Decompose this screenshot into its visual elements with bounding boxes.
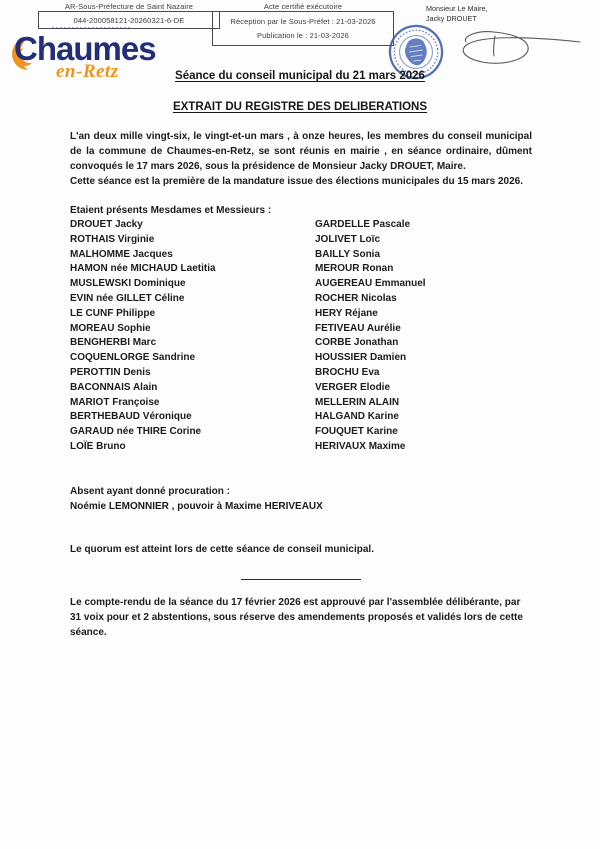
attendees-column-left [70,218,315,455]
maire-name-line: Jacky DROUET [426,13,477,23]
reception-line: Réception par le Sous-Préfet : 21-03-2026 [230,17,376,26]
opening-paragraph: L'an deux mille vingt-six, le vingt-et-un mars , à onze heures, les membres du conseil municipal de la commune de Chaumes-en-Retz, se sont réunis en mairie , en séance ordinaire, dûment convoqués le 17 mars 2026, sous la présidence de Monsieur Jacky DROUET, Maire. [70,131,532,172]
attendee-name: LOÏE Bruno [70,440,126,452]
attendees-list [70,218,532,455]
attendee-name: JOLIVET Loïc [315,233,381,245]
ar-prefecture-line: AR-Sous-Préfecture de Saint Nazaire [64,2,194,11]
attendee-name: FETIVEAU Aurélie [315,322,401,334]
attendee-name: HERIVAUX Maxime [315,440,406,452]
procuration-line: Noémie LEMONNIER , pouvoir à Maxime HERIVEAUX [70,500,323,512]
ar-number: 044-200058121-20260321-6-DE [73,15,185,25]
attendee-name: ROCHER Nicolas [315,292,397,304]
attendee-name: MELLERIN ALAIN [315,396,400,408]
attendee-name: MUSLEWSKI Dominique [70,278,186,290]
attendee-name: BROCHU Eva [315,366,380,378]
attendee-name: EVIN née GILLET Céline [70,292,185,304]
session-title: Séance du conseil municipal du 21 mars 2026 [175,70,425,82]
section-divider [241,579,361,580]
attendees-column-right [315,218,532,455]
approval-paragraph: Le compte-rendu de la séance du 17 février 2026 est approuvé par l'assemblée délibérante, par 31 voix pour et 2 abstentions, sous réserve des amendements proposés et validés lors de cette séance. [70,596,523,638]
svg-text:Chaumes: Chaumes [14,30,156,67]
extract-title: EXTRAIT DU REGISTRE DES DELIBERATIONS [172,101,428,113]
attendee-name: AUGEREAU Emmanuel [315,278,426,290]
present-heading: Etaient présents Mesdames et Messieurs : [70,205,272,216]
acte-certifie-line: Acte certifié exécutoire [263,2,343,11]
attendee-name: VERGER Elodie [315,381,391,393]
attendee-name: BAILLY Sonia [315,248,381,260]
attendee-name: FOUQUET Karine [315,426,398,438]
attendee-name: HERY Réjane [315,307,378,319]
maire-name-block [426,4,536,23]
attendee-name: BACONNAIS Alain [70,381,158,393]
attendee-name: HALGAND Karine [315,411,399,423]
attendee-name: BENGHERBI Marc [70,337,157,349]
attendee-name: PEROTTIN Denis [70,366,151,378]
attendee-name: HOUSSIER Damien [315,352,407,364]
attendee-name: GARDELLE Pascale [315,219,411,230]
attendee-name: ROTHAIS Virginie [70,233,155,245]
quorum-line: Le quorum est atteint lors de cette séance de conseil municipal. [70,543,374,555]
absent-heading: Absent ayant donné procuration : [70,485,231,497]
attendee-name: COQUENLORGE Sandrine [70,352,196,364]
publication-line: Publication le : 21-03-2026 [257,31,349,40]
attendee-name: BERTHEBAUD Véronique [70,411,192,423]
attendee-name: MALHOMME Jacques [70,248,173,260]
attendee-name: CORBE Jonathan [315,337,399,349]
attendee-name: DROUET Jacky [70,219,143,230]
signature-icon [438,26,583,74]
document-body [70,129,532,650]
attendee-name: MARIOT Françoise [70,396,160,408]
attendee-name: GARAUD née THIRE Corine [70,426,202,438]
attendee-name: HAMON née MICHAUD Laetitia [70,263,216,275]
reception-box [212,11,394,46]
attendee-name: MEROUR Ronan [315,263,394,275]
maire-title-line: Monsieur Le Maire, [426,4,488,13]
mandature-paragraph: Cette séance est la première de la mandature issue des élections municipales du 15 mars 2026. [70,176,523,187]
attendee-name: LE CUNF Philippe [70,307,155,319]
svg-text:en-Retz: en-Retz [56,61,119,82]
attendee-name: MOREAU Sophie [70,322,151,334]
